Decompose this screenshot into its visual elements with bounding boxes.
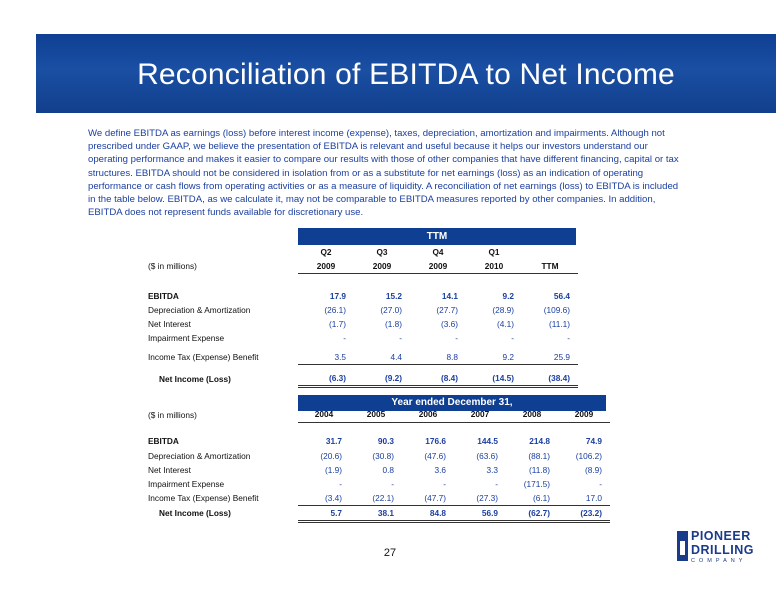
cell-value: (1.9): [324, 464, 342, 475]
cell-value: -: [339, 478, 342, 489]
cell-value: 25.9: [522, 350, 578, 365]
ttm-header-year-row: [148, 259, 578, 274]
row-label: EBITDA: [148, 436, 179, 446]
cell-value: -: [399, 333, 402, 343]
cell-value: 56.9: [454, 505, 506, 521]
cell-value: (9.2): [354, 371, 410, 387]
cell-value: 17.0: [558, 491, 610, 506]
cell-value: (30.8): [372, 450, 394, 461]
row-label: Net Interest: [148, 464, 191, 475]
ttm-col-quarter: Q3: [376, 247, 388, 257]
cell-value: (27.3): [454, 491, 506, 506]
cell-value: 5.7: [298, 505, 350, 521]
cell-value: (62.7): [506, 505, 558, 521]
cell-value: (26.1): [324, 305, 346, 315]
cell-value: (47.6): [424, 450, 446, 461]
row-label: Impairment Expense: [148, 333, 225, 343]
cell-value: (38.4): [522, 371, 578, 387]
cell-value: (27.0): [380, 305, 402, 315]
annual-units-label: ($ in millions): [148, 409, 197, 420]
cell-value: (171.5): [523, 478, 550, 489]
cell-value: 74.9: [585, 436, 602, 446]
cell-value: 9.2: [466, 350, 522, 365]
ttm-row-net-interest: [148, 317, 578, 331]
cell-value: (1.7): [328, 319, 346, 329]
cell-value: 214.8: [529, 436, 550, 446]
cell-value: 17.9: [329, 290, 346, 301]
annual-col-year: 2009: [558, 407, 610, 422]
ttm-banner: TTM: [298, 228, 576, 245]
cell-value: 3.6: [434, 464, 446, 475]
cell-value: -: [567, 333, 570, 343]
logo-text-line3: COMPANY: [691, 558, 747, 564]
ttm-row-net-income: [148, 371, 578, 387]
row-label: Income Tax (Expense) Benefit: [148, 492, 259, 503]
cell-value: (3.6): [440, 319, 458, 329]
cell-value: (11.8): [528, 464, 550, 475]
ttm-row-depreciation: [148, 303, 578, 317]
ttm-units-label: ($ in millions): [148, 261, 197, 272]
ttm-header-quarter-row: [148, 245, 578, 259]
annual-col-year: 2007: [454, 407, 506, 422]
annual-col-year: 2005: [350, 407, 402, 422]
row-label: EBITDA: [148, 290, 179, 301]
cell-value: (6.1): [506, 491, 558, 506]
cell-value: (11.1): [548, 319, 570, 329]
row-label: Impairment Expense: [148, 478, 225, 489]
cell-value: (106.2): [575, 450, 602, 461]
cell-value: -: [443, 478, 446, 489]
cell-value: 4.4: [354, 350, 410, 365]
annual-header-row: [148, 407, 610, 422]
annual-col-year: 2006: [402, 407, 454, 422]
cell-value: (22.1): [350, 491, 402, 506]
ttm-col-quarter: Q2: [320, 247, 332, 257]
ttm-col-quarter: [522, 245, 578, 259]
annual-row-net-income: [148, 505, 610, 521]
annual-col-year: 2004: [298, 407, 350, 422]
ttm-col-year: 2009: [410, 259, 466, 274]
cell-value: 144.5: [477, 436, 498, 446]
title-banner: [36, 34, 776, 113]
row-label: Net Income (Loss): [159, 373, 231, 384]
cell-value: 0.8: [382, 464, 394, 475]
cell-value: 84.8: [402, 505, 454, 521]
annual-row-income-tax: [148, 491, 610, 506]
cell-value: (6.3): [298, 371, 354, 387]
annual-col-year: 2008: [506, 407, 558, 422]
ttm-table: [148, 245, 578, 388]
cell-value: -: [599, 478, 602, 489]
ttm-row-impairment: [148, 331, 578, 345]
logo-text-line2: DRILLING: [691, 543, 755, 557]
ttm-col-quarter: Q4: [432, 247, 444, 257]
cell-value: -: [343, 333, 346, 343]
cell-value: 31.7: [325, 436, 342, 446]
cell-value: -: [511, 333, 514, 343]
row-label: Depreciation & Amortization: [148, 305, 251, 315]
cell-value: -: [495, 478, 498, 489]
cell-value: 8.8: [410, 350, 466, 365]
row-label: Depreciation & Amortization: [148, 450, 251, 461]
company-logo: [677, 529, 755, 569]
cell-value: (8.4): [410, 371, 466, 387]
cell-value: 176.6: [425, 436, 446, 446]
cell-value: 9.2: [502, 290, 514, 301]
cell-value: (109.6): [543, 305, 570, 315]
cell-value: (23.2): [558, 505, 610, 521]
annual-table: [148, 407, 610, 523]
cell-value: 90.3: [377, 436, 394, 446]
cell-value: 38.1: [350, 505, 402, 521]
row-label: Income Tax (Expense) Benefit: [148, 352, 259, 363]
ttm-col-year: 2010: [466, 259, 522, 274]
ttm-col-year: 2009: [354, 259, 410, 274]
cell-value: -: [455, 333, 458, 343]
page-number: 27: [383, 547, 397, 559]
ttm-col-year: 2009: [298, 259, 354, 274]
annual-row-impairment: [148, 477, 610, 491]
cell-value: (88.1): [528, 450, 550, 461]
row-label: Net Income (Loss): [159, 508, 231, 518]
cell-value: (1.8): [384, 319, 402, 329]
ttm-row-income-tax: [148, 350, 578, 365]
annual-row-net-interest: [148, 463, 610, 477]
cell-value: (63.6): [476, 450, 498, 461]
row-label: Net Interest: [148, 319, 191, 329]
ttm-row-ebitda: [148, 288, 578, 303]
annual-row-depreciation: [148, 449, 610, 463]
ttm-col-quarter: Q1: [488, 247, 500, 257]
cell-value: (4.1): [496, 319, 514, 329]
cell-value: (3.4): [298, 491, 350, 506]
cell-value: 3.3: [486, 464, 498, 475]
cell-value: (14.5): [466, 371, 522, 387]
annual-row-ebitda: [148, 434, 610, 449]
cell-value: 3.5: [298, 350, 354, 365]
cell-value: (28.9): [492, 305, 514, 315]
page-title: Reconciliation of EBITDA to Net Income: [137, 58, 675, 91]
cell-value: -: [391, 478, 394, 489]
cell-value: 14.1: [441, 290, 458, 301]
cell-value: (8.9): [584, 464, 602, 475]
cell-value: (20.6): [320, 450, 342, 461]
ttm-col-year: TTM: [522, 259, 578, 274]
cell-value: (47.7): [402, 491, 454, 506]
annual-banner: Year ended December 31,: [298, 395, 606, 411]
cell-value: (27.7): [436, 305, 458, 315]
logo-mark-icon: [677, 531, 688, 561]
cell-value: 56.4: [553, 290, 570, 301]
cell-value: 15.2: [385, 290, 402, 301]
intro-paragraph: We define EBITDA as earnings (loss) before interest income (expense), taxes, depreciation, amortization and impairments. Although not prescribed under GAAP, we believe the presentation of EBITDA is relevant and useful because it helps our investors understand our operating performance and makes it easier to compare our results with those of other companies that have different financing, capital or tax structures. EBITDA should not be considered in isolation from or as a substitute for net earnings (loss) as an indication of operating performance or cash flows from operating activities or as a measure of liquidity. A reconciliation of net earnings (loss) to EBITDA is included in the table below. EBITDA, as we calculate it, may not be comparable to EBITDA measures reported by other companies. In addition, EBITDA does not represent funds available for discretionary use.: [88, 128, 679, 219]
logo-text-line1: PIONEER: [691, 529, 751, 543]
